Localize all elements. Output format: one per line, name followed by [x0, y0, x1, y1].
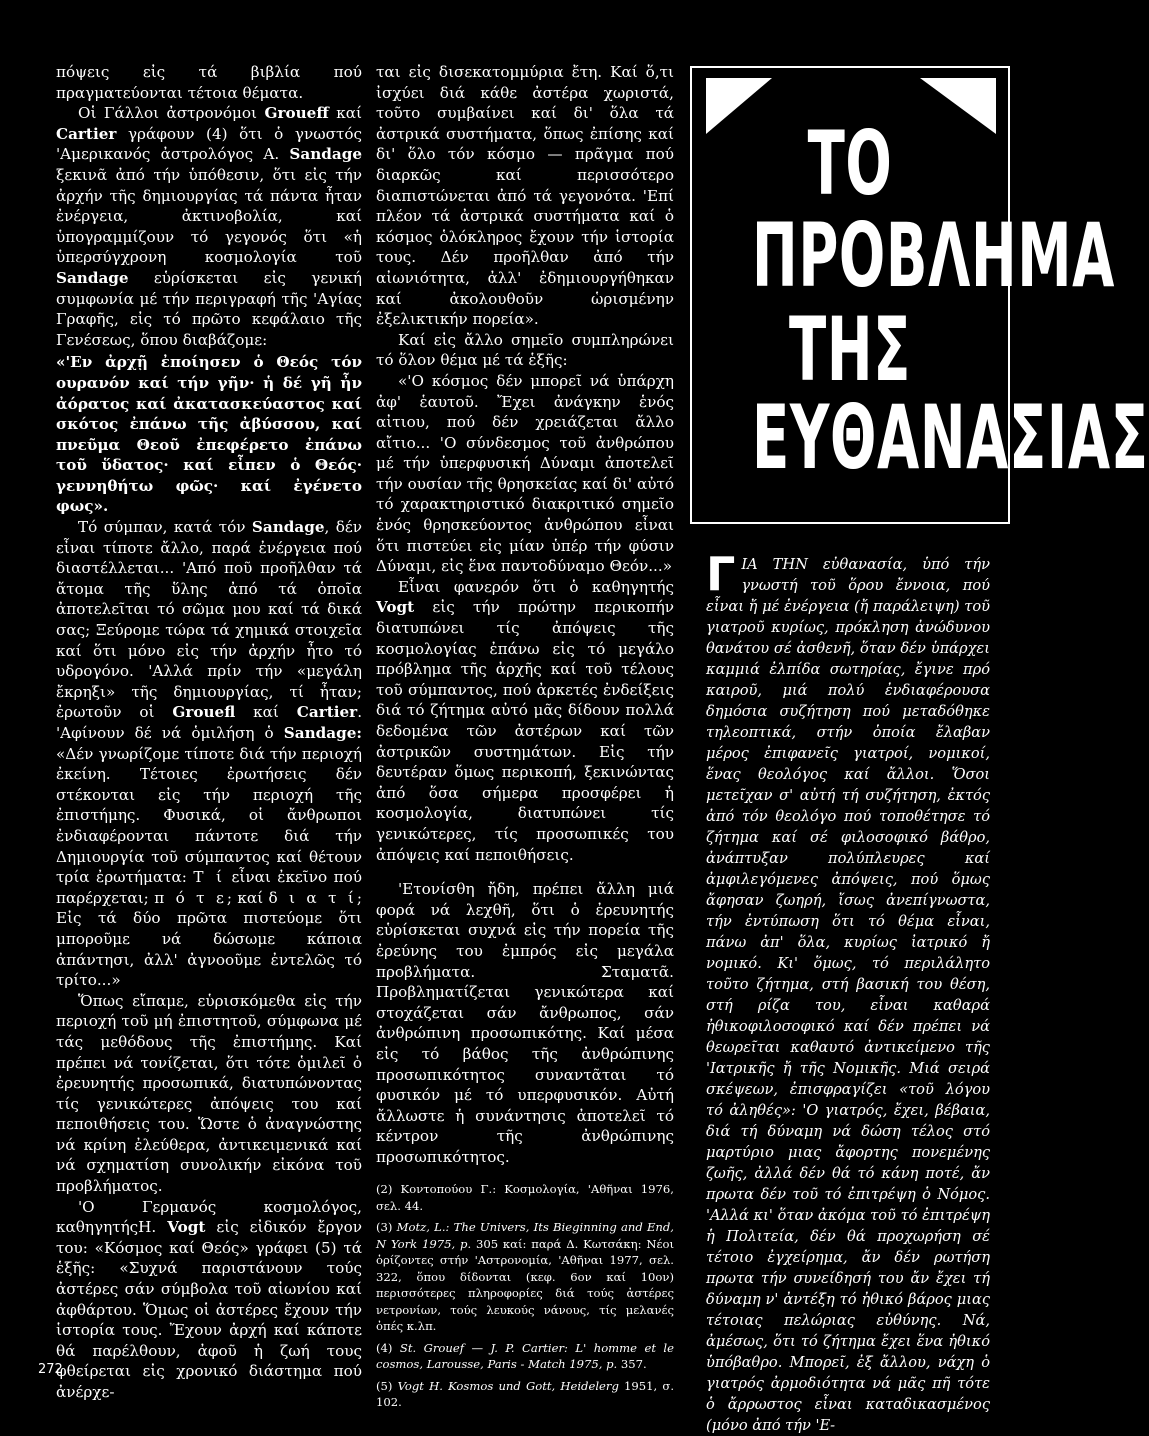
title-box	[690, 66, 1149, 524]
paragraph	[56, 517, 362, 991]
text-column-middle	[376, 62, 674, 1416]
page-number: 272	[38, 1362, 63, 1377]
text-span: Vogt	[167, 1218, 206, 1237]
paragraph	[56, 103, 362, 350]
paragraph: 'Ετονίσθη ἤδη, πρέπει ἄλλη μιά φορά νά λεχθῆ, ὅτι ὁ ἐρευνητής εὑρίσκεται συχνά εἰς τήν πορεία τῆς ἐρεύνης του ἐμπρός εἰς μεγάλα προβλήματα. Σταματᾶ. Προβληματίζεται γενικώτερα καί στοχάζεται σάν ἄνθρωπος, σάν ἀνθρώπινη προσωπικότης. Καί μέσα εἰς τό βάθος τῆς ἀνθρώπινης προσωπικότητος συναντᾶται τό φυσικόν μέ τό υπερφυσικόν. Αὐτή ἄλλωστε ἡ συνάντησις ἀποτελεῖ τό κέντρον τῆς ἀνθρώπινης προσωπικότητος.	[376, 880, 674, 1166]
text-span: γράφουν (4) ὅτι ὁ γνωστός 'Αμερικανός ἀστρολόγος Α.	[56, 124, 362, 164]
text-span: ξεκινᾶ ἀπό τήν ὑπόθεσιν, ὅτι εἰς τήν ἀρχήν τῆς δημιουργίας τά πάντα ἦταν ἐνέργεια, ἀκτινοβολία, καί ὑπογραμμίζουν τό γεγονός ὅτι «ἡ ὑπερσύγχρονη κοσμολογία τοῦ	[56, 165, 362, 267]
text-span: Cartier	[296, 703, 358, 722]
text-span: Εἶναι φανερόν ὅτι ὁ καθηγητής	[398, 577, 674, 596]
text-span: Vogt	[376, 598, 415, 617]
text-span: St. Grouef — J. P. Cartier: L' homme et le cosmos, Larousse, Paris - Match 1975, p.	[376, 1340, 675, 1372]
text-span: (5)	[376, 1378, 398, 1393]
text-span: 305 καί: παρά Δ. Κωτσάκη: Νέοι ὁρίζοντες στήν 'Αστρονομία, 'Αθῆναι 1977, σελ. 322, ὅπου δίδονται (κεφ. 6ον καί 10ον) περισσότερες πληροφορίες διά τούς ἀστέρες νετρονίων, τούς λευκούς νάνους, τίς μελανές ὀπές κ.λπ.	[376, 1236, 674, 1334]
text-span: Sandage	[289, 145, 362, 164]
drop-cap: Γ	[706, 547, 736, 601]
text-span: δ ι α τ ί	[268, 888, 357, 907]
text-span: καί	[328, 104, 363, 123]
intro-text: ΙΑ ΤΗΝ εὐθανασία, ὑπό τήν γνωστή τοῦ ὅρου ἔννοια, πού εἶναι ἤ μέ ἐνέργεια (ἤ παράλειψη) τοῦ γιατροῦ κυρίως, πρόκληση ἀνώδυνου θανάτου σέ ἀσθενῆ, ὅταν δέν ὑπάρχει καμμιά ἐλπίδα σωτηρίας, ἔγινε πρό καιροῦ, μιά πολύ ἐνδιαφέρουσα δημόσια συζήτηση πού μεταδόθηκε τηλεοπτικά, στήν ὁποία ἔλαβαν μέρος ἐπιφανεῖς γιατροί, νομικοί, ἕνας θεολόγος καί ἄλλοι. Ὅσοι μετεῖχαν σ' αὐτή τή συζήτηση, ἐκτός ἀπό τόν θεολόγο πού τοποθέτησε τό ζήτημα καί σέ φιλοσοφικό βάθρο, ἀνάπτυξαν πολύπλευρες καί ἀμφιλεγόμενες ἀπόψεις, πού ὅμως ἄφησαν ζωηρή, ἴσως ἀνεπίγνωστα, τήν ἐντύπωση ὅτι τό θέμα εἶναι, πάνω ἀπ' ὅλα, κυρίως ἰατρικό ἤ νομικό. Κι' ὅμως, τό περιλάλητο τοῦτο ζήτημα, στή βασική του θέση, στή ρίζα του, εἶναι καθαρά ἠθικοφιλοσοφικό καί δέν πρέπει νά θεωρεῖται καθαυτό ἀντικείμενο τῆς 'Ιατρικῆς ἤ τῆς Νομικῆς. Μιά σειρά σκέψεων, ἐπισφραγίζει «τοῦ λόγου τό ἀληθές»: 'Ο γιατρός, ἔχει, βέβαια, διά τή δύναμη νά δώση τέλος στό μαρτύριο μιας ἄφορτης πονεμένης ζωῆς, ἀλλά δέν θά τό κάνη ποτέ, ἄν πρωτα δέν τοῦ τό ἐπιτρέψη ὁ Νόμος. 'Αλλά κι' ὅταν ἀκόμα τοῦ τό ἐπιτρέψη ἡ Πολιτεία, δέν θά προχωρήση σέ τέτοιο ἐγχείρημα, ἄν δέν ρωτήση πρωτα τήν συνείδησή του ἄν ἔχει τή δύναμη ν' ἀντέξη τό ἠθικό βάρος μιας τέτοιας πελώριας εὐθύνης. Νά, ἀμέσως, ὅτι τό ζήτημα ἔχει ἕνα ἠθικό ὑπόβαθρο. Μπορεῖ, ἐξ ἄλλου, νάχη ὁ γιατρός ἀρμοδιότητα νά μᾶς πῆ τότε ὁ ἄρρωστος εἶναι καταδικασμένος (μόνο ἀπό τήν 'Ε-	[706, 556, 990, 1434]
text-span: εἰς εἰδικόν ἔργον του: «Κόσμος καί Θεός» γράφει (5) τά ἑξῆς: «Συχνά παριστάνουν τούς ἀστέρες σάν σύμβολα τοῦ αἰωνίου καί ἀφθάρτου. Ὅμως οἱ ἀστέρες ἔχουν τήν ἱστορία τους. Ἔχουν ἀρχή καί κάποτε θά παρέλθουν, ἀφοῦ ἡ ζωή τους φθείρεται εἰς χρονικό διάστημα πού ἀνέρχε-	[56, 1218, 362, 1401]
title-line: ΤΗΣ	[788, 298, 912, 401]
text-span: Οἱ Γάλλοι ἀστρονόμοι	[78, 104, 265, 123]
paragraph: ται εἰς δισεκατομμύρια ἔτη. Καί ὅ,τι ἰσχύει διά κάθε ἀστέρα χωριστά, τοῦτο συμβαίνει καί δι' ὅλα τά ἀστρικά συστήματα, ὅπως ἐπίσης καί δι' ὅλο τόν κόσμο — πρᾶγμα πού διαρκῶς καί περισσότερο διαπιστώνεται ἀπό τά γεγονότα. 'Επί πλέον τά ἀστρικά συστήματα καί ὁ κόσμος ὁλόκληρος ἔχουν τήν ἱστορία τους. Δέν προῆλθαν ἀπό τήν αἰωνιότητα, ἀλλ' ἐδημιουργήθηκαν καί ἀκολουθοῦν ὡρισμένην ἐξελικτικήν πορεία».	[376, 63, 674, 329]
footnotes	[376, 1181, 674, 1411]
text-span: Sandage:	[283, 724, 362, 742]
text-span: «Δέν γνωρίζομε τίποτε διά τήν περιοχή ἐκείνη. Τέτοιες ἐρωτήσεις δέν στέκονται εἰς τήν περιοχή τῆς ἐπιστήμης. Φυσικά, οἱ ἄνθρωποι ἐνδιαφέρονται πάντοτε διά τήν Δημιουργία τοῦ σύμπαντος καί θέτουν τρία ἐρωτήματα:	[56, 744, 362, 887]
paragraph	[376, 577, 674, 865]
text-span: εἰς τήν πρώτην περικοπήν διατυπώνει τίς ἀπόψεις τῆς κοσμολογίας ἐπάνω εἰς τό μεγάλο πρόβλημα τῆς ἀρχῆς καί τοῦ τέλους τοῦ σύμπαντος, πού ἀρκετές ἐνδείξεις διά τό ζήτημα αὐτό μᾶς δίδουν πολλά δεδομένα τῶν ἀστέρων καί τῶν ἀστρικῶν συστημάτων. Εἰς τήν δευτέραν ὅμως περικοπή, ξεκινώντας ἀπό ὅσα σήμερα προσφέρει ἡ κοσμολογία, διατυπώνει τίς γενικώτερες, τίς προσωπικές του ἀπόψεις καί πεποιθήσεις.	[376, 598, 674, 864]
paragraph: Καί εἰς ἄλλο σημεῖο συμπληρώνει τό ὅλον θέμα μέ τά ἑξῆς:	[376, 330, 674, 370]
text-span: Groueff	[264, 104, 329, 123]
text-span: καί	[235, 703, 297, 722]
text-span: 1951, σ. 102.	[376, 1378, 675, 1410]
text-column-left	[56, 62, 362, 1403]
footnote: (2) Κοντοπούου Γ.: Κοσμολογία, 'Αθῆναι 1976, σελ. 44.	[376, 1182, 674, 1213]
paragraph: Ὅπως εἴπαμε, εὑρισκόμεθα εἰς τήν περιοχή τοῦ μή ἐπιστητοῦ, σύμφωνα μέ τάς μεθόδους τῆς ἐπιστήμης. Καί πρέπει νά τονίζεται, ὅτι τότε ὁμιλεῖ ὁ ἐρευνητής προσωπικά, διατυπώνοντας τίς γενικώτερες ἀπόψεις του καί πεποιθήσεις του. Ὥστε ὁ ἀναγνώστης νά κρίνη ἐλεύθερα, ἀντικειμενικά καί νά σχηματίση συνολικήν εἰκόνα τοῦ προβλήματος.	[56, 991, 362, 1196]
text-span: π ό τ ε	[154, 888, 227, 907]
text-span: Motz, L.: The Univers, Its Bieginning and End, N York 1975, p.	[376, 1220, 674, 1251]
genesis-quote: «'Εν ἀρχῇ ἐποίησεν ὁ Θεός τόν ουρανόν καί τήν γῆν· ἡ δέ γῆ ἦν ἀόρατος καί ἀκατασκεύαστος καί σκότος ἐπάνω τῆς ἀβύσσου, καί πνεῦμα Θεοῦ ἐπεφέρετο ἐπάνω τοῦ ὕδατος· καί εἶπεν ὁ Θεός· γεννηθήτω φῶς· καί ἐγένετο φως».	[56, 353, 362, 516]
text-span: (3)	[376, 1220, 397, 1235]
text-span: ; Εἰς τά δύο πρῶτα πιστεύομε ὅτι μποροῦμε νά δώσωμε κάποια ἀπάντησι, ἀλλ' ἀγνοοῦμε ἐντελῶς τό τρίτο...»	[56, 888, 362, 990]
text-span: εἶναι ἐκεῖνο πού παρέρχεται;	[56, 868, 362, 907]
footnote	[376, 1340, 674, 1373]
footnote	[376, 1378, 674, 1411]
text-span: Τ ί	[193, 868, 226, 887]
paragraph	[56, 1197, 362, 1403]
title-line: ΕΥΘΑΝΑΣΙΑΣ	[752, 386, 1149, 489]
text-span: Cartier	[56, 124, 117, 143]
text-span: Vogt H. Kosmos und Gott, Heidelerg	[397, 1378, 619, 1393]
paragraph: πόψεις εἰς τά βιβλία πού πραγματεύονται τέτοια θέματα.	[56, 63, 362, 102]
text-span: Τό σύμπαν, κατά τόν	[78, 518, 252, 537]
text-span: ; καί	[226, 888, 269, 907]
article-intro	[706, 547, 990, 1436]
paragraph: «'Ο κόσμος δέν μπορεῖ νά ὑπάρχη ἀφ' ἑαυτοῦ. Ἔχει ἀνάγκην ἑνός αἰτιου, πού δέν χρειάζεται ἄλλο αἴτιο... 'Ο σύνδεσμος τοῦ ἀνθρώπου μέ τήν ὑπερφυσική Δύναμι ἀποτελεῖ τήν ουσίαν τῆς θρησκείας καί δι' αὐτό τό χαρακτηριστικό διακριτικό σημεῖο ἑνός θρησκεύοντος ἀνθρώπου εἶναι ὅτι πιστεύει εἰς μίαν ὑπέρ τήν φύσιν Δύναμι, εἰς ἕνα παντοδύναμο Θεόν...»	[376, 371, 674, 576]
text-span: Grouefl	[172, 703, 236, 722]
text-span: (4)	[376, 1340, 400, 1355]
text-span: Sandage	[251, 518, 325, 537]
title-line: ΤΟ	[807, 112, 893, 215]
text-span: εὑρίσκεται εἰς γενική συμφωνία μέ τήν περιγραφή τῆς 'Αγίας Γραφῆς, εἰς τό πρῶτο κεφάλαιο τῆς Γενέσεως, ὅπου διαβάζομε:	[56, 268, 362, 349]
text-span: Sandage	[56, 268, 129, 287]
footnote	[376, 1219, 674, 1335]
text-span: 'Ο Γερμανός κοσμολόγος, καθηγητήςΗ.	[56, 1197, 362, 1237]
title-line: ΠΡΟΒΛΗΜΑ	[752, 204, 1116, 307]
text-span: 357.	[617, 1357, 647, 1372]
text-span: , δέν εἶναι τίποτε ἄλλο, παρά ἐνέργεια πού διαστέλλεται... 'Από ποῦ προῆλθαν τά ἄτομα τῆς ὕλης ἀπό τά ὁποῖα ἀποτελεῖται τό σῶμα μου καί τά δικά σας; Ξεύρομε τώρα τά χημικά στοιχεῖα καί ὅτι μόνο εἰς τήν ἀρχήν ἦτο τό υδρογόνο. 'Αλλά πρίν τήν «μεγάλη ἔκρηξι» τῆς δημιουργίας, τί ἦταν; ἐρωτοῦν οἱ	[56, 518, 362, 722]
text-span: . 'Αφίνουν δέ νά ὁμιλήση ὁ	[56, 703, 363, 742]
